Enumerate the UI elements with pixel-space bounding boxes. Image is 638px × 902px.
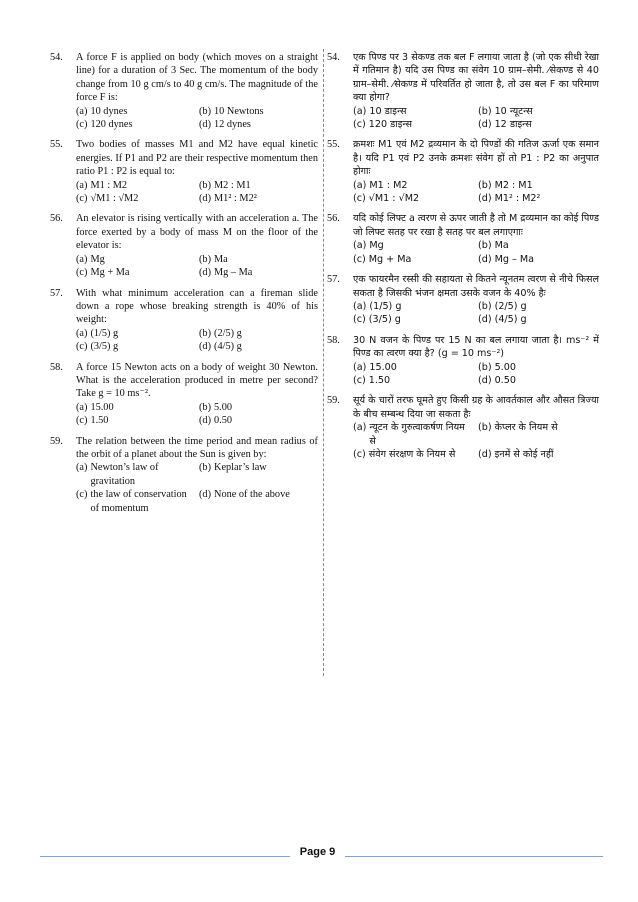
option-d: (d) M1² : M2² xyxy=(478,193,541,205)
question-number: 57. xyxy=(327,274,340,286)
option-b: (b) Ma xyxy=(478,240,509,252)
question-58-en xyxy=(50,361,318,428)
footer-rule-left xyxy=(40,856,290,857)
option-a: (a) Mg xyxy=(353,240,384,252)
question-number: 54. xyxy=(327,52,340,63)
question-56-en xyxy=(50,212,318,279)
option-c: (c) √M1 : √M2 xyxy=(76,193,139,205)
question-text: यदि कोई लिफ्ट a त्वरण से ऊपर जाती है तो M द्रव्यमान का कोई पिण्ड जो लिफ्ट सतह पर रखा है सतह पर बल लगाएगाः xyxy=(353,213,599,238)
option-b: (b) (2/5) g xyxy=(199,327,242,339)
option-c: (c) (3/5) g xyxy=(353,314,401,326)
option-a: (a) Mg xyxy=(76,253,105,265)
question-text: सूर्य के चारों तरफ घूमते हुए किसी ग्रह के आवर्तकाल और औसत त्रिज्या के बीच सम्बन्ध दिया जा सकता हैः xyxy=(353,395,599,420)
option-a: (a) 15.00 xyxy=(76,401,114,413)
option-a: (a) Newton’s law of gravitation xyxy=(76,462,159,487)
option-d: (d) Mg – Ma xyxy=(478,253,534,265)
options xyxy=(76,253,318,280)
option-c: (c) √M1 : √M2 xyxy=(353,193,420,205)
question-text: Two bodies of masses M1 and M2 have equal kinetic energies. If P1 and P2 are their respective momentum then ratio P1 : P2 is equal to: xyxy=(76,139,318,178)
option-c: (c) 1.50 xyxy=(76,415,109,427)
question-54-en xyxy=(50,51,318,131)
question-59-hi xyxy=(327,394,599,461)
option-c: (c) 120 dynes xyxy=(76,119,133,131)
question-57-en xyxy=(50,287,318,354)
question-number: 58. xyxy=(50,361,63,373)
option-b: (b) 10 न्यूटन्स xyxy=(478,105,533,117)
question-number: 59. xyxy=(327,395,340,407)
option-b: (b) Keplar’s law xyxy=(199,462,267,474)
options xyxy=(353,361,599,388)
question-54-hi xyxy=(327,51,599,131)
option-d: (d) इनमें से कोई नहीं xyxy=(478,448,554,460)
question-number: 58. xyxy=(327,334,340,346)
question-number: 55. xyxy=(327,139,340,151)
option-d: (d) M1² : M2² xyxy=(199,193,257,205)
question-55-hi xyxy=(327,138,599,205)
option-b: (b) Ma xyxy=(199,253,228,265)
option-a: (a) 10 dynes xyxy=(76,105,128,117)
option-a: (a) M1 : M2 xyxy=(353,179,408,191)
option-d: (d) 12 dynes xyxy=(199,119,251,131)
options xyxy=(76,105,318,132)
option-d: (d) None of the above xyxy=(199,489,290,501)
option-d: (d) 12 डाइन्स xyxy=(478,119,532,131)
options xyxy=(353,179,599,206)
question-number: 56. xyxy=(327,213,340,225)
option-b: (b) M2 : M1 xyxy=(199,179,251,191)
option-c: (c) the law of conservation of momentum xyxy=(76,489,187,514)
option-d: (d) 0.50 xyxy=(478,374,516,386)
option-b: (b) 10 Newtons xyxy=(199,105,264,117)
question-text: क्रमशः M1 एवं M2 द्रव्यमान के दो पिण्डों की गतिज ऊर्जा एक समान है। यदि P1 एवं P2 उनके क्रमशः संवेग हों तो P1 : P2 का अनुपात होगाः xyxy=(353,139,599,178)
question-text: 30 N वजन के पिण्ड पर 15 N का बल लगाया जाता है। ms⁻² में पिण्ड का त्वरण क्या है? (g = 10 ms⁻²) xyxy=(353,334,599,360)
option-c: (c) Mg + Ma xyxy=(353,253,412,265)
option-b: (b) M2 : M1 xyxy=(478,179,533,191)
option-a: (a) 15.00 xyxy=(353,361,397,373)
page-number: Page 9 xyxy=(299,846,336,858)
question-text: A force F is applied on body (which moves on a straight line) for a duration of 3 Sec. The momentum of the body change from 10 g cm/s to 40 g cm/s. The magnitude of the force F is: xyxy=(76,52,318,104)
question-number: 57. xyxy=(50,287,63,299)
options xyxy=(353,421,599,461)
question-number: 55. xyxy=(50,139,63,151)
option-c: (c) 120 डाइन्स xyxy=(353,119,413,131)
options xyxy=(76,327,318,354)
option-d: (d) Mg – Ma xyxy=(199,267,253,279)
option-c: (c) Mg + Ma xyxy=(76,267,130,279)
options xyxy=(76,461,318,515)
question-number: 54. xyxy=(50,52,63,63)
question-59-en xyxy=(50,435,318,515)
question-number: 56. xyxy=(50,213,63,225)
question-56-hi xyxy=(327,212,599,266)
option-d: (d) (4/5) g xyxy=(478,314,527,326)
option-a: (a) (1/5) g xyxy=(76,327,119,339)
english-questions-column xyxy=(50,51,318,522)
option-c: (c) संवेग संरक्षण के नियम से xyxy=(353,448,456,460)
option-d: (d) (4/5) g xyxy=(199,341,242,353)
question-57-hi xyxy=(327,273,599,327)
option-a: (a) 10 डाइन्स xyxy=(353,105,407,117)
option-b: (b) 5.00 xyxy=(199,401,233,413)
question-text: An elevator is rising vertically with an acceleration a. The force exerted by a body of mass M on the floor of the elevator is: xyxy=(76,213,318,252)
options xyxy=(76,401,318,428)
question-number: 59. xyxy=(50,435,63,447)
column-divider xyxy=(323,49,324,676)
option-a: (a) न्यूटन के गुरुत्वाकर्षण नियम से xyxy=(353,422,465,447)
question-text: एक पिण्ड पर 3 सेकण्ड तक बल F लगाया जाता है (जो एक सीधी रेखा में गतिमान है) यदि उस पिण्ड का संवेग 10 ग्राम–सेमी. ⁄सेकण्ड से 40 ग्राम–सेमी. ⁄सेकण्ड में परिवर्तित हो जाता है, तो उस बल F का परिमाण क्या होगा? xyxy=(353,52,599,104)
footer-rule-right xyxy=(345,856,603,857)
question-text: The relation between the time period and mean radius of the orbit of a planet about the Sun is given by: xyxy=(76,435,318,460)
option-a: (a) (1/5) g xyxy=(353,300,402,312)
options xyxy=(353,300,599,327)
option-c: (c) (3/5) g xyxy=(76,341,119,353)
option-b: (b) केप्लर के नियम से xyxy=(478,422,558,434)
options xyxy=(353,239,599,266)
question-text: एक फायरमैन रस्सी की सहायता से कितने न्यूनतम त्वरण से नीचे फिसल सकता है जिसकी भंजन क्षमता उसके वजन के 40% हैः xyxy=(353,274,599,299)
option-b: (b) (2/5) g xyxy=(478,300,527,312)
hindi-questions-column xyxy=(327,51,599,468)
option-d: (d) 0.50 xyxy=(199,415,233,427)
options xyxy=(353,105,599,132)
option-b: (b) 5.00 xyxy=(478,361,516,373)
question-text: A force 15 Newton acts on a body of weight 30 Newton. What is the acceleration produced in metre per second? Take g = 10 ms⁻². xyxy=(76,361,318,400)
question-text: With what minimum acceleration can a fireman slide down a rope whose breaking strength is 40% of his weight: xyxy=(76,287,318,326)
option-a: (a) M1 : M2 xyxy=(76,179,128,191)
option-c: (c) 1.50 xyxy=(353,374,391,386)
question-58-hi xyxy=(327,334,599,388)
options xyxy=(76,179,318,206)
question-55-en xyxy=(50,138,318,205)
